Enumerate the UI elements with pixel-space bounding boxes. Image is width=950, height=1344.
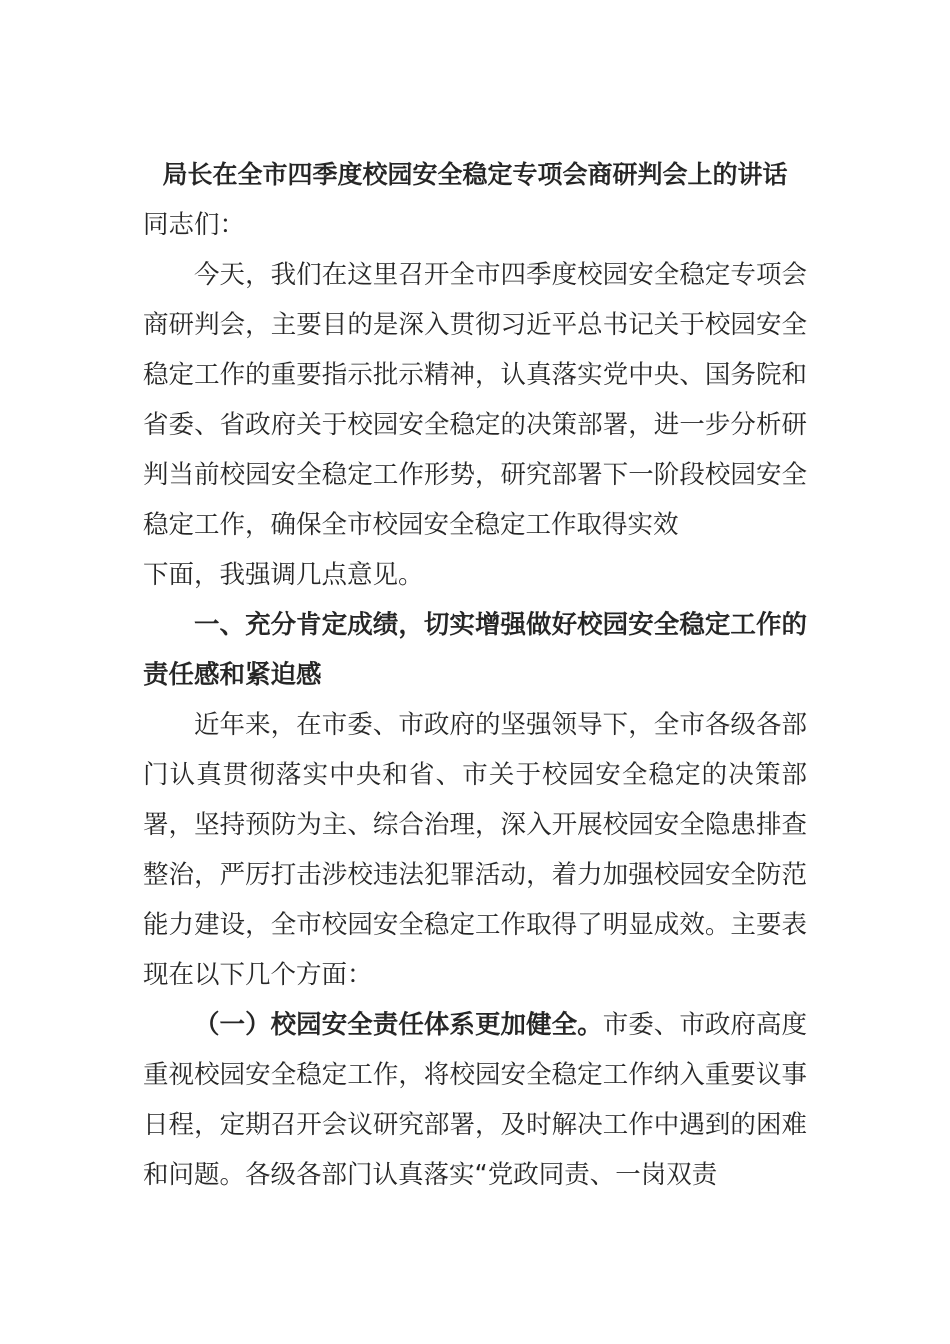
- section-1-heading: 一、充分肯定成绩，切实增强做好校园安全稳定工作的责任感和紧迫感: [143, 610, 807, 690]
- document-title: 局长在全市四季度校园安全稳定专项会商研判会上的讲话: [162, 160, 788, 189]
- intro-paragraph: 今天，我们在这里召开全市四季度校园安全稳定专项会商研判会，主要目的是深入贯彻习近平总书记关于校园安全稳定工作的重要指示批示精神，认真落实党中央、国务院和省委、省政府关于校园安全稳定的决策部署，进一步分析研判当前校园安全稳定工作形势，研究部署下一阶段校园安全稳定工作，确保全市校园安全稳定工作取得实效: [143, 260, 807, 540]
- salutation: 同志们：: [143, 210, 246, 240]
- section-1-body: 近年来，在市委、市政府的坚强领导下，全市各级各部门认真贯彻落实中央和省、市关于校园安全稳定的决策部署，坚持预防为主、综合治理，深入开展校园安全隐患排查整治，严厉打击涉校违法犯罪活动，着力加强校园安全防范能力建设，全市校园安全稳定工作取得了明显成效。主要表现在以下几个方面：: [143, 710, 807, 990]
- subsection-1-body: 市委、市政府高度重视校园安全稳定工作，将校园安全稳定工作纳入重要议事日程，定期召开会议研究部署，及时解决工作中遇到的困难和问题。各级各部门认真落实“党政同责、一岗双责: [143, 1010, 807, 1190]
- subsection-1-lead: （一）校园安全责任体系更加健全。: [194, 1010, 603, 1040]
- intro-continuation: 下面，我强调几点意见。: [143, 560, 424, 590]
- subsection-1-paragraph: [143, 1000, 807, 1200]
- document-page: [143, 150, 807, 1200]
